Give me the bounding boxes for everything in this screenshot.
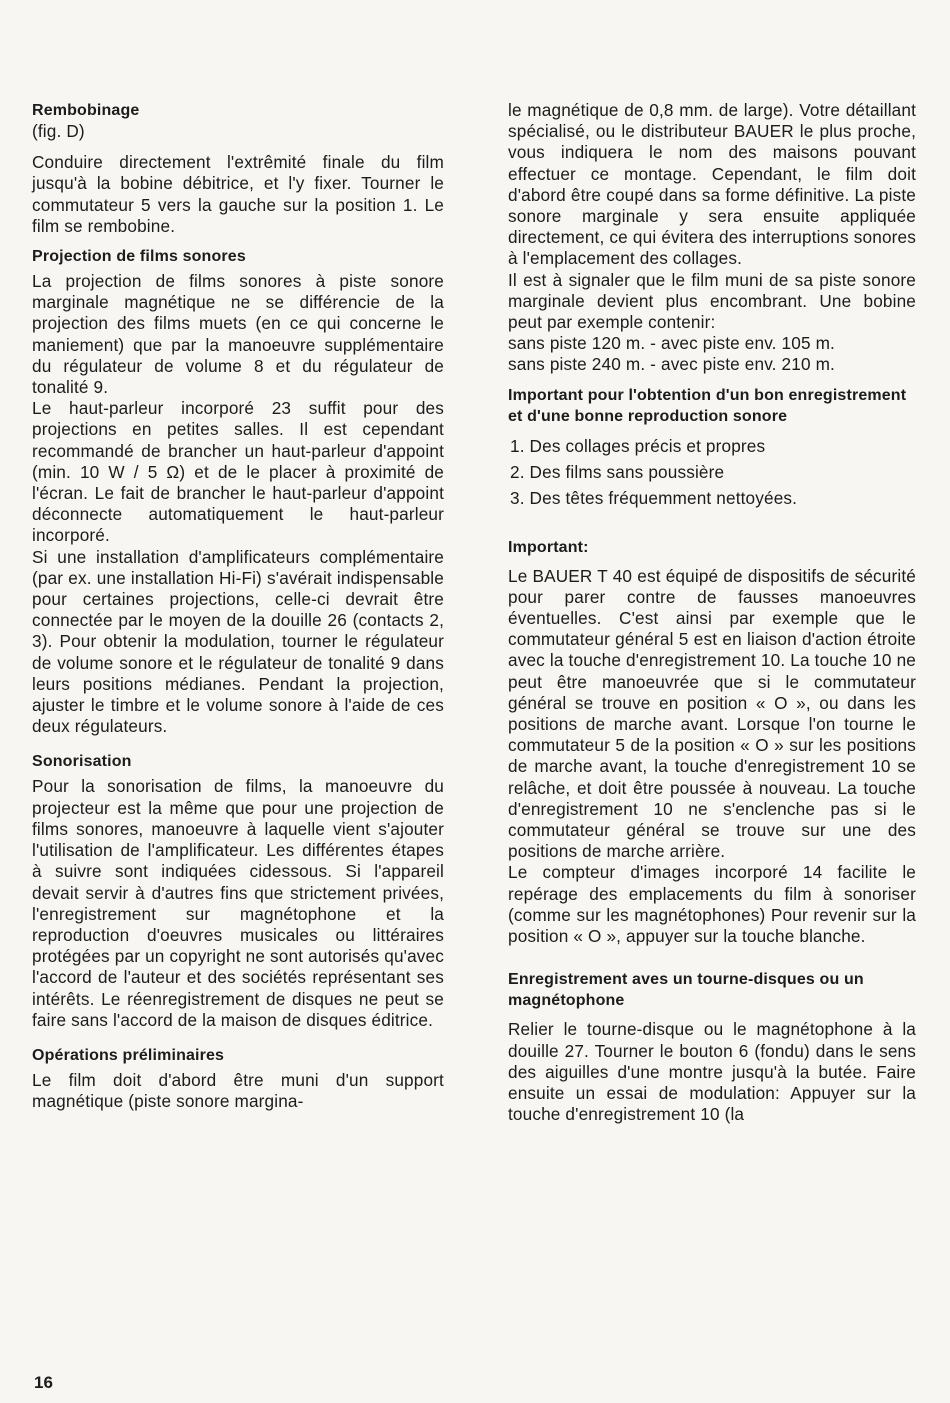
capacity-line-2: sans piste 240 m. - avec piste env. 210 m. xyxy=(508,354,835,375)
capacity-line-1: sans piste 120 m. - avec piste env. 105 m. xyxy=(508,333,835,354)
page-number: 16 xyxy=(34,1373,53,1392)
preliminary-heading: Opérations préliminaires xyxy=(32,1046,225,1064)
preliminary-paragraph-2: Il est à signaler que le film muni de sa piste sonore marginale devient plus encombrant. Une bobine peut par exemple contenir: xyxy=(508,269,916,333)
quality-list xyxy=(508,433,916,511)
recording-text: Relier le tourne-disque ou le magnétophone à la douille 27. Tourner le bouton 6 (fondu) dans le sens des aiguilles d'une montre jusqu'à la butée. Faire ensuite un essai de modulation: Appuyer sur la touche d'enregistrement 10 (la xyxy=(508,1019,916,1125)
list-item: 1. Des collages précis et propres xyxy=(510,435,766,456)
list-item: 3. Des têtes fréquemment nettoyées. xyxy=(510,487,798,508)
rewind-text: Conduire directement l'extrêmité finale du film jusqu'à la bobine débitrice, et l'y fixer. Tourner le commutateur 5 vers la gauche sur la position 1. Le film se rembobine. xyxy=(32,152,444,236)
preliminary-continued: le magnétique de 0,8 mm. de large). Votre détaillant spécialisé, ou le distributeur BAUER le plus proche, vous indiquera le nom des maisons pouvant effectuer ce montage. Cependant, le film doit d'abord être coupé dans sa forme définitive. La piste sonore marginale y sera ensuite appliquée directement, ce qui évitera des interruptions sonores à l'emplacement des collages. xyxy=(508,100,916,269)
right-column xyxy=(508,100,916,1125)
rewind-figure-ref: (fig. D) xyxy=(32,121,85,141)
left-column xyxy=(32,100,444,1112)
sound-films-heading: Projection de films sonores xyxy=(32,248,246,266)
important-recording-heading: Important pour l'obtention d'un bon enregistrement et d'une bonne reproduction sonore xyxy=(508,386,907,425)
recording-heading: Enregistrement aves un tourne-disques ou un magnétophone xyxy=(508,971,864,1010)
sound-films-paragraph-3: Si une installation d'amplificateurs complémentaire (par ex. une installation Hi-Fi) s'avérait indispensable pour certaines projections, celle-ci devrait être connectée par le moyen de la douille 26 (contacts 2, 3). Pour obtenir la modulation, tourner le régulateur de volume sonore et le régulateur de tonalité 9 dans leurs positions médianes. Pendant la projection, ajuster le timbre et le volume sonore à l'aide de ces deux régulateurs. xyxy=(32,546,444,737)
sound-films-paragraph-1: La projection de films sonores à piste sonore marginale magnétique ne se différencie de la projection des films muets (en ce qui concerne le maniement) que par la manoeuvre supplémentaire du régulateur de volume 8 et du régulateur de tonalité 9. xyxy=(32,271,444,398)
important-heading: Important: xyxy=(508,538,589,556)
rewind-heading: Rembobinage xyxy=(32,102,140,119)
sonorisation-text: Pour la sonorisation de films, la manoeuvre du projecteur est la même que pour une projection de films sonores, manoeuvre à laquelle vient s'ajouter l'utilisation de l'amplificateur. Les différentes étapes à suivre sont indiquées cidessous. Si l'appareil devait servir à d'autres fins que strictement privées, l'enregistrement sur magnétophone et la reproduction d'oeuvres musicales ou littéraires protégées par un copyright ne sont autorisés qu'avec l'accord de l'auteur et des sociétés représentant ses intérêts. Le réenregistrement de disques ne peut se faire sans l'accord de la maison de disques éditrice. xyxy=(32,776,444,1030)
preliminary-text: Le film doit d'abord être muni d'un support magnétique (piste sonore margina- xyxy=(32,1069,444,1112)
list-item: 2. Des films sans poussière xyxy=(510,461,725,482)
sonorisation-heading: Sonorisation xyxy=(32,753,132,771)
important-paragraph-2: Le compteur d'images incorporé 14 facilite le repérage des emplacements du film à sonoriser (comme sur les magnétophones) Pour revenir sur la position « O », appuyer sur la touche blanche. xyxy=(508,862,916,947)
important-paragraph-1: Le BAUER T 40 est équipé de dispositifs de sécurité pour parer contre de fausses manoeuvres éventuelles. C'est ainsi par exemple que le commutateur général 5 est en liaison d'action étroite avec la touche d'enregistrement 10. La touche 10 ne peut être manoeuvrée que si le commutateur général se trouve en position « O », ou dans les positions de marche avant. Lorsque l'on tourne le commutateur 5 de la position « O » sur les positions de marche avant, la touche d'enregistrement 10 se relâche, et doit être poussée à nouveau. La touche d'enregistrement 10 ne s'enclenche pas si le commutateur général se trouve sur une des positions de marche arrière. xyxy=(508,565,916,862)
sound-films-paragraph-2: Le haut-parleur incorporé 23 suffit pour des projections en petites salles. Il est cependant recommandé de brancher un haut-parleur d'appoint (min. 10 W / 5 Ω) et de le placer à proximité de l'écran. Le fait de brancher le haut-parleur d'appoint déconnecte automatiquement le haut-parleur incorporé. xyxy=(32,398,444,546)
